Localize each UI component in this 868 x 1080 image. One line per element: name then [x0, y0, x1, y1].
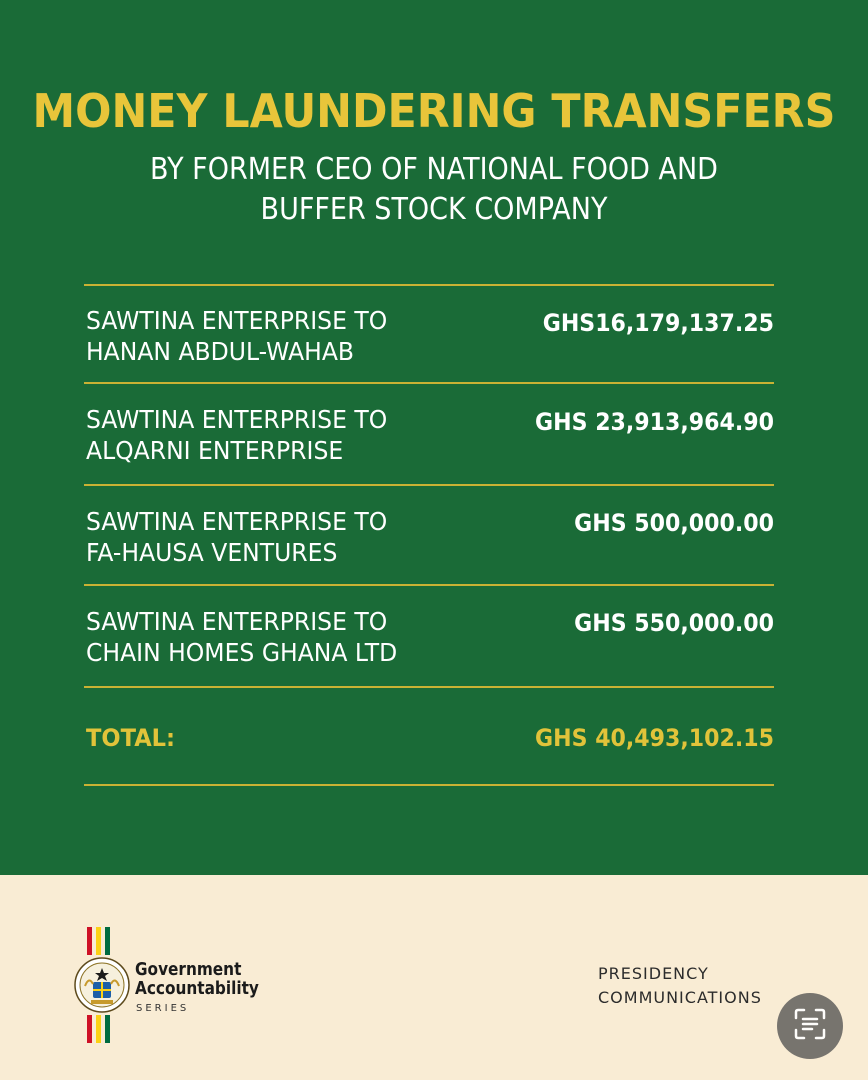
divider	[84, 584, 774, 586]
flag-gold-bar	[96, 1015, 101, 1043]
divider	[84, 686, 774, 688]
transfer-amount: GHS 500,000.00	[574, 509, 774, 537]
transfer-to: ALQARNI ENTERPRISE	[86, 436, 344, 465]
flag-green-bar	[105, 927, 110, 955]
flag-green-bar	[105, 1015, 110, 1043]
divider	[84, 382, 774, 384]
total-amount: GHS 40,493,102.15	[535, 724, 774, 752]
page-subtitle	[43, 150, 824, 230]
transfer-label	[86, 305, 443, 367]
flag-gold-bar	[96, 927, 101, 955]
transfer-amount: GHS16,179,137.25	[542, 309, 774, 337]
flag-red-bar	[87, 1015, 92, 1043]
logo-wordmark	[135, 960, 259, 998]
transfer-from: SAWTINA ENTERPRISE TO	[86, 607, 388, 636]
text-scan-button[interactable]	[777, 993, 843, 1059]
flag-red-bar	[87, 927, 92, 955]
transfer-from: SAWTINA ENTERPRISE TO	[86, 507, 388, 536]
transfer-label	[86, 506, 443, 568]
transfer-amount: GHS 550,000.00	[574, 609, 774, 637]
presidency-communications	[598, 962, 762, 1010]
presidency-line-1: PRESIDENCY	[598, 964, 709, 983]
logo-line-2: Accountability	[135, 978, 259, 999]
total-label: TOTAL:	[86, 724, 176, 752]
coat-of-arms-icon	[73, 956, 131, 1019]
transfer-amount: GHS 23,913,964.90	[535, 408, 774, 436]
divider	[84, 284, 774, 286]
presidency-line-2: COMMUNICATIONS	[598, 988, 762, 1007]
transfer-from: SAWTINA ENTERPRISE TO	[86, 306, 388, 335]
transfer-to: HANAN ABDUL-WAHAB	[86, 337, 355, 366]
text-scan-icon	[792, 1006, 828, 1047]
subtitle-line-1: BY FORMER CEO OF NATIONAL FOOD AND	[150, 152, 718, 187]
transfer-to: FA-HAUSA VENTURES	[86, 538, 338, 567]
transfer-label	[86, 404, 443, 466]
page-title: MONEY LAUNDERING TRANSFERS	[32, 84, 836, 138]
transfer-to: CHAIN HOMES GHANA LTD	[86, 638, 398, 667]
divider	[84, 484, 774, 486]
subtitle-line-2: BUFFER STOCK COMPANY	[260, 192, 608, 227]
divider	[84, 784, 774, 786]
logo-series: SERIES	[136, 1003, 190, 1014]
transfer-from: SAWTINA ENTERPRISE TO	[86, 405, 388, 434]
transfer-label	[86, 606, 443, 668]
logo-line-1: Government	[135, 959, 242, 980]
